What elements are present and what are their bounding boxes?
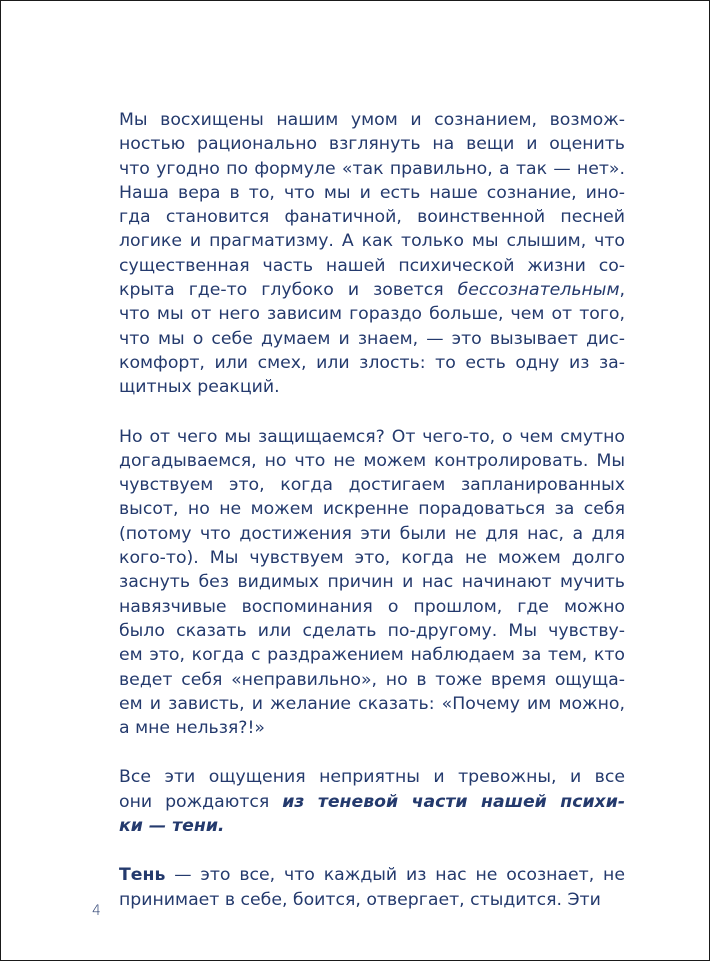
emphasized-text: ки — тени. — [119, 816, 225, 837]
text-line — [119, 522, 625, 546]
text-line — [119, 716, 625, 740]
text-line — [119, 863, 625, 887]
paragraph-gap — [119, 838, 625, 863]
text-run: было сказать или сделать по-другому. Мы чувству- — [119, 620, 625, 641]
text-line — [119, 814, 625, 838]
text-run: они рождаются — [119, 791, 283, 812]
text-line — [119, 351, 625, 375]
text-run: чувствуем это, когда достигаем запланированных — [119, 475, 625, 496]
text-line — [119, 888, 625, 912]
text-run: ем и зависть, и желание сказать: «Почему им можно, — [119, 693, 625, 714]
text-line — [119, 790, 625, 814]
text-run: ведет себя «неправильно», но в тоже время ощуща- — [119, 669, 625, 690]
text-line — [119, 765, 625, 789]
text-line — [119, 157, 625, 181]
text-line — [119, 229, 625, 253]
text-run: крыта где-то глубоко и зовется — [119, 280, 458, 301]
paragraph — [119, 765, 625, 838]
text-line — [119, 546, 625, 570]
text-line — [119, 449, 625, 473]
emphasized-text: бессознательным — [457, 280, 620, 301]
text-line — [119, 595, 625, 619]
text-run: существенная часть нашей психической жизни со- — [119, 255, 625, 276]
text-line — [119, 278, 625, 302]
paragraph-gap — [119, 740, 625, 765]
page-number: 4 — [92, 903, 101, 919]
text-run: логике и прагматизму. А как только мы слышим, что — [119, 231, 625, 252]
body-text — [119, 108, 625, 912]
text-run: принимает в себе, боится, отвергает, стыдится. Эти — [119, 889, 601, 910]
text-line — [119, 692, 625, 716]
text-run: ем это, когда с раздражением наблюдаем за тем, кто — [119, 645, 625, 666]
text-line — [119, 473, 625, 497]
text-run: ностью рационально взглянуть на вещи и оценить — [119, 134, 625, 155]
text-run: щитных реакций. — [119, 377, 280, 398]
text-run: догадываемся, но что не можем контролировать. Мы — [119, 450, 625, 471]
text-line — [119, 619, 625, 643]
text-line — [119, 327, 625, 351]
text-line — [119, 205, 625, 229]
paragraph — [119, 863, 625, 912]
text-run: гда становится фанатичной, воинственной песней — [119, 207, 625, 228]
text-run: — это все, что каждый из нас не осознает, не — [165, 865, 625, 886]
text-run: Наша вера в то, что мы и есть наше сознание, ино- — [119, 182, 625, 203]
text-run: заснуть без видимых причин и нас начинают мучить — [119, 572, 625, 593]
emphasized-text: Тень — [119, 865, 166, 886]
text-run: комфорт, или смех, или злость: то есть одну из за- — [119, 352, 625, 373]
text-run: кого-то). Мы чувствуем это, когда не можем долго — [119, 548, 625, 569]
text-line — [119, 132, 625, 156]
text-line — [119, 668, 625, 692]
text-line — [119, 254, 625, 278]
text-run: что угодно по формуле «так правильно, а так — нет». — [119, 158, 625, 179]
text-line — [119, 375, 625, 399]
text-run: (потому что достижения эти были не для нас, а для — [119, 523, 625, 544]
paragraph — [119, 108, 625, 400]
text-run: а мне нельзя?!» — [119, 718, 265, 739]
text-run: Мы восхищены нашим умом и сознанием, возмож- — [119, 110, 625, 130]
paragraph-gap — [119, 400, 625, 425]
paragraph — [119, 425, 625, 741]
text-run: высот, но не можем искренне порадоваться за себя — [119, 499, 625, 520]
text-run: что мы от него зависим гораздо больше, чем от того, — [119, 304, 625, 325]
text-line — [119, 302, 625, 326]
text-run: , — [619, 280, 625, 301]
text-line — [119, 497, 625, 521]
text-run: навязчивые воспоминания о прошлом, где можно — [119, 596, 625, 617]
text-line — [119, 643, 625, 667]
text-line — [119, 425, 625, 449]
text-line — [119, 570, 625, 594]
emphasized-text: из теневой части нашей психи- — [282, 791, 625, 812]
text-line — [119, 181, 625, 205]
text-run: Но от чего мы защищаемся? От чего-то, о чем смутно — [119, 426, 625, 447]
text-line — [119, 108, 625, 132]
text-run: что мы о себе думаем и знаем, — это вызывает дис- — [119, 328, 625, 349]
text-run: Все эти ощущения неприятны и тревожны, и все — [119, 767, 625, 788]
